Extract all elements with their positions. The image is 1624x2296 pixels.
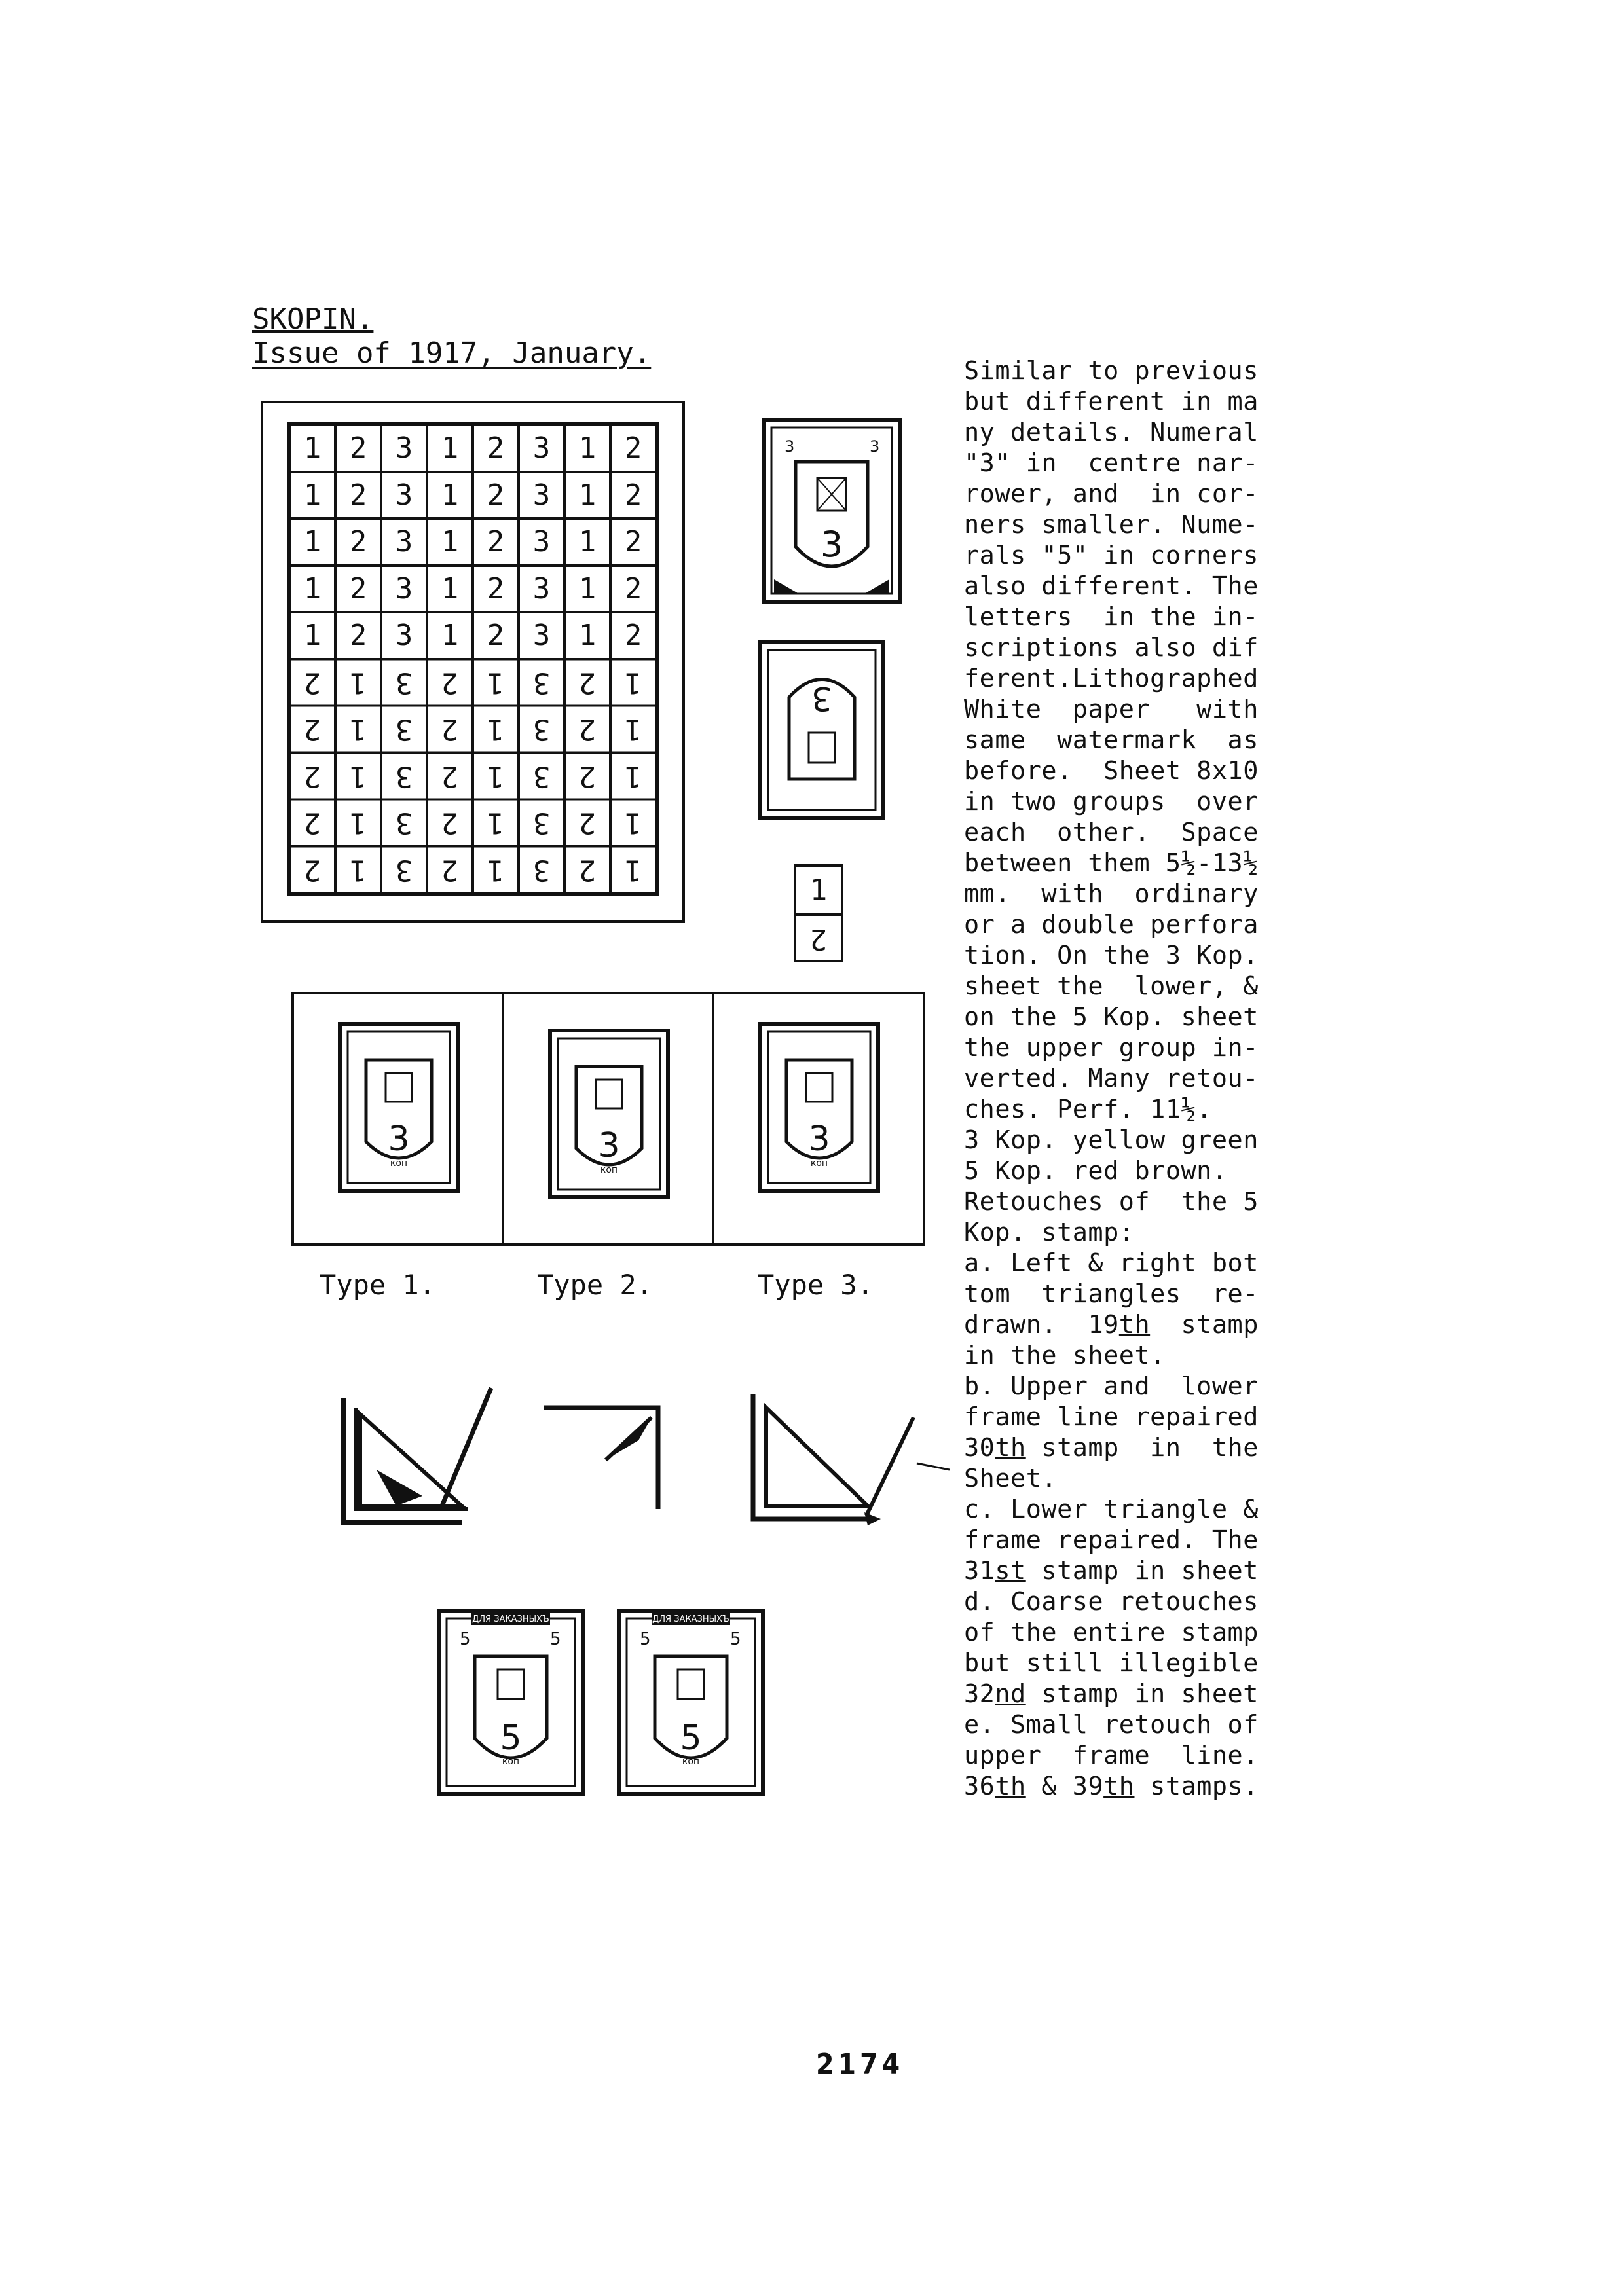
description-line: or a double perfora xyxy=(964,910,1259,939)
type-2-label: Type 2. xyxy=(537,1269,654,1301)
sheet-cell-inverted: 1 xyxy=(610,799,656,847)
sheet-cell: 3 xyxy=(381,425,427,472)
description-line: each other. Space xyxy=(964,818,1259,847)
description-line: on the 5 Kop. sheet xyxy=(964,1002,1259,1032)
corner-numeral: 3 xyxy=(784,437,795,456)
description-line: ners smaller. Nume- xyxy=(964,510,1259,539)
description-text xyxy=(964,355,1318,1802)
description-line: between them 5½-13½ xyxy=(964,848,1259,878)
sheet-cell-inverted: 1 xyxy=(473,659,519,706)
sheet-cell: 1 xyxy=(427,425,473,472)
description-line: Retouches of the 5 xyxy=(964,1187,1259,1216)
sheet-cell-inverted: 3 xyxy=(381,753,427,800)
sheet-cell: 2 xyxy=(335,425,381,472)
corner-numeral: 5 xyxy=(460,1630,471,1649)
description-line: in two groups over xyxy=(964,787,1259,816)
retouch-details xyxy=(331,1378,953,1542)
page-number: 2174 xyxy=(816,2048,904,2081)
sheet-cell-inverted: 1 xyxy=(610,659,656,706)
key-top: 1 xyxy=(796,867,841,916)
sheet-key-box xyxy=(794,864,843,962)
sheet-layout-grid xyxy=(287,422,659,896)
description-line: White paper with xyxy=(964,695,1259,724)
sheet-cell: 1 xyxy=(289,566,335,613)
description-line: mm. with ordinary xyxy=(964,879,1259,909)
sheet-cell: 1 xyxy=(564,472,610,519)
description-line: in the sheet. xyxy=(964,1341,1166,1370)
description-line: of the entire stamp xyxy=(964,1618,1259,1647)
sheet-cell: 3 xyxy=(519,425,564,472)
sheet-cell: 1 xyxy=(564,519,610,566)
sheet-cell: 2 xyxy=(610,612,656,659)
sheet-cell: 1 xyxy=(427,612,473,659)
description-line: rals "5" in corners xyxy=(964,541,1259,570)
description-line: 30th stamp in the xyxy=(964,1433,1259,1463)
sheet-cell: 2 xyxy=(610,519,656,566)
stamp-numeral: 5 xyxy=(680,1719,702,1758)
stamp-5kop-right xyxy=(619,1611,763,1794)
stamp-numeral: 3 xyxy=(820,524,843,565)
sheet-cell: 1 xyxy=(289,425,335,472)
sheet-cell-inverted: 1 xyxy=(473,799,519,847)
sheet-cell: 1 xyxy=(289,519,335,566)
sheet-cell-inverted: 2 xyxy=(427,706,473,753)
stamp-types-box xyxy=(291,992,925,1246)
description-line: a. Left & right bot xyxy=(964,1248,1259,1278)
sheet-cell: 1 xyxy=(564,566,610,613)
description-line: sheet the lower, & xyxy=(964,972,1259,1001)
type-2-cell xyxy=(504,994,714,1243)
description-line: c. Lower triangle & xyxy=(964,1495,1259,1524)
stamp-header: ДЛЯ ЗАКАЗНЫХЪ xyxy=(652,1614,729,1624)
sheet-cell-inverted: 2 xyxy=(289,847,335,894)
sheet-cell-inverted: 1 xyxy=(335,659,381,706)
sheet-cell: 1 xyxy=(564,612,610,659)
stamp-kop: коп xyxy=(810,1158,828,1169)
sheet-cell: 1 xyxy=(427,566,473,613)
sheet-cell-inverted: 3 xyxy=(519,799,564,847)
description-line: but different in ma xyxy=(964,387,1259,416)
description-line: but still illegible xyxy=(964,1649,1259,1678)
corner-numeral: 5 xyxy=(640,1630,651,1649)
heading xyxy=(252,302,651,371)
description-line: Similar to previous xyxy=(964,356,1259,386)
sheet-cell: 1 xyxy=(564,425,610,472)
description-line: the upper group in- xyxy=(964,1033,1259,1063)
description-line: also different. The xyxy=(964,572,1259,601)
sheet-cell-inverted: 2 xyxy=(289,659,335,706)
corner-numeral: 3 xyxy=(870,437,880,456)
sheet-cell-inverted: 2 xyxy=(427,659,473,706)
sheet-cell: 1 xyxy=(427,472,473,519)
sheet-cell-inverted: 2 xyxy=(427,799,473,847)
description-line: Sheet. xyxy=(964,1464,1058,1493)
sheet-cell: 3 xyxy=(519,566,564,613)
sheet-cell-inverted: 1 xyxy=(610,706,656,753)
sheet-cell-inverted: 2 xyxy=(289,799,335,847)
stamp-kop: коп xyxy=(502,1757,520,1767)
corner-numeral: 5 xyxy=(550,1630,561,1649)
description-line: 32nd stamp in sheet xyxy=(964,1679,1259,1709)
description-line: verted. Many retou- xyxy=(964,1064,1259,1093)
sheet-cell-inverted: 1 xyxy=(610,753,656,800)
stamp-kop: коп xyxy=(682,1757,700,1767)
description-line: frame repaired. The xyxy=(964,1525,1259,1555)
sheet-cell: 2 xyxy=(610,472,656,519)
sheet-cell-inverted: 2 xyxy=(564,659,610,706)
description-line: frame line repaired xyxy=(964,1402,1259,1432)
sheet-cell: 2 xyxy=(335,519,381,566)
sheet-cell-inverted: 1 xyxy=(335,753,381,800)
description-line: upper frame line. xyxy=(964,1741,1259,1770)
description-line: drawn. 19th stamp xyxy=(964,1310,1259,1339)
stamps-5kop-pair xyxy=(432,1597,773,1800)
sheet-cell: 2 xyxy=(473,472,519,519)
stamp-5kop-left xyxy=(439,1611,583,1794)
sheet-cell-inverted: 3 xyxy=(381,799,427,847)
issue-date: Issue of 1917, January. xyxy=(252,337,652,370)
description-line: 36th & 39th stamps. xyxy=(964,1772,1259,1801)
sheet-cell: 3 xyxy=(519,612,564,659)
stamp-kop: коп xyxy=(390,1158,408,1169)
corner-numeral: 5 xyxy=(730,1630,741,1649)
sheet-cell: 2 xyxy=(473,425,519,472)
sheet-cell: 1 xyxy=(289,472,335,519)
sheet-cell-inverted: 1 xyxy=(335,706,381,753)
sheet-cell: 2 xyxy=(473,612,519,659)
stamp-numeral: 3 xyxy=(811,680,832,718)
sheet-cell-inverted: 2 xyxy=(289,706,335,753)
sheet-cell-inverted: 1 xyxy=(473,706,519,753)
key-bottom-inverted: 2 xyxy=(809,922,828,956)
description-line: ferent.Lithographed xyxy=(964,664,1259,693)
description-line: d. Coarse retouches xyxy=(964,1587,1259,1616)
sheet-cell: 3 xyxy=(519,472,564,519)
sheet-cell-inverted: 1 xyxy=(335,799,381,847)
sheet-cell-inverted: 2 xyxy=(564,753,610,800)
stamp-numeral: 5 xyxy=(500,1719,522,1758)
sheet-cell: 2 xyxy=(473,519,519,566)
type-1-label: Type 1. xyxy=(320,1269,436,1301)
sheet-cell: 2 xyxy=(335,472,381,519)
sheet-cell-inverted: 1 xyxy=(610,847,656,894)
sheet-cell: 2 xyxy=(610,425,656,472)
sheet-cell: 1 xyxy=(289,612,335,659)
sheet-cell-inverted: 3 xyxy=(519,706,564,753)
type-3-stamp xyxy=(714,994,924,1237)
stamp-numeral: 3 xyxy=(598,1126,620,1165)
sheet-cell: 2 xyxy=(473,566,519,613)
sheet-cell: 2 xyxy=(335,612,381,659)
description-line: e. Small retouch of xyxy=(964,1710,1259,1740)
sheet-cell-inverted: 1 xyxy=(473,847,519,894)
description-line: same watermark as xyxy=(964,725,1259,755)
description-line: 5 Kop. red brown. xyxy=(964,1156,1228,1186)
stamp-3kop-upright xyxy=(760,416,904,606)
sheet-cell-inverted: 2 xyxy=(564,799,610,847)
sheet-cell: 2 xyxy=(610,566,656,613)
type-2-stamp xyxy=(504,994,714,1237)
sheet-cell-inverted: 2 xyxy=(564,847,610,894)
description-line: tom triangles re- xyxy=(964,1279,1259,1309)
sheet-cell-inverted: 2 xyxy=(427,753,473,800)
stamp-numeral: 3 xyxy=(388,1120,410,1159)
sheet-cell-inverted: 1 xyxy=(473,753,519,800)
description-line: 3 Kop. yellow green xyxy=(964,1125,1259,1155)
sheet-cell: 3 xyxy=(381,519,427,566)
type-1-cell xyxy=(294,994,504,1243)
description-line: "3" in centre nar- xyxy=(964,448,1259,478)
sheet-cell-inverted: 3 xyxy=(519,847,564,894)
sheet-cell-inverted: 3 xyxy=(519,753,564,800)
type-3-cell xyxy=(714,994,923,1243)
sheet-cell-inverted: 2 xyxy=(289,753,335,800)
description-line: rower, and in cor- xyxy=(964,479,1259,509)
sheet-cell-inverted: 2 xyxy=(427,847,473,894)
sheet-cell: 2 xyxy=(335,566,381,613)
sheet-cell: 1 xyxy=(427,519,473,566)
stamp-kop: коп xyxy=(600,1165,618,1175)
sheet-cell-inverted: 3 xyxy=(381,847,427,894)
sheet-cell: 3 xyxy=(381,612,427,659)
stamp-3kop-inverted xyxy=(756,638,887,822)
page-title: SKOPIN. xyxy=(252,302,374,336)
description-line: Kop. stamp: xyxy=(964,1218,1135,1247)
sheet-cell-inverted: 2 xyxy=(564,706,610,753)
description-line: b. Upper and lower xyxy=(964,1372,1259,1401)
type-1-stamp xyxy=(294,994,504,1237)
description-line: before. Sheet 8x10 xyxy=(964,756,1259,786)
stamp-header: ДЛЯ ЗАКАЗНЫХЪ xyxy=(472,1614,549,1624)
sheet-cell: 3 xyxy=(519,519,564,566)
description-line: letters in the in- xyxy=(964,602,1259,632)
sheet-cell-inverted: 3 xyxy=(381,706,427,753)
sheet-cell-inverted: 3 xyxy=(519,659,564,706)
description-line: ches. Perf. 11½. xyxy=(964,1095,1212,1124)
sheet-cell: 3 xyxy=(381,472,427,519)
stamp-numeral: 3 xyxy=(808,1120,830,1159)
description-line: scriptions also dif xyxy=(964,633,1259,663)
description-line: tion. On the 3 Kop. xyxy=(964,941,1259,970)
sheet-cell-inverted: 1 xyxy=(335,847,381,894)
sheet-cell: 3 xyxy=(381,566,427,613)
description-line: ny details. Numeral xyxy=(964,418,1259,447)
description-line: 31st stamp in sheet xyxy=(964,1556,1259,1586)
type-3-label: Type 3. xyxy=(758,1269,874,1301)
sheet-cell-inverted: 3 xyxy=(381,659,427,706)
